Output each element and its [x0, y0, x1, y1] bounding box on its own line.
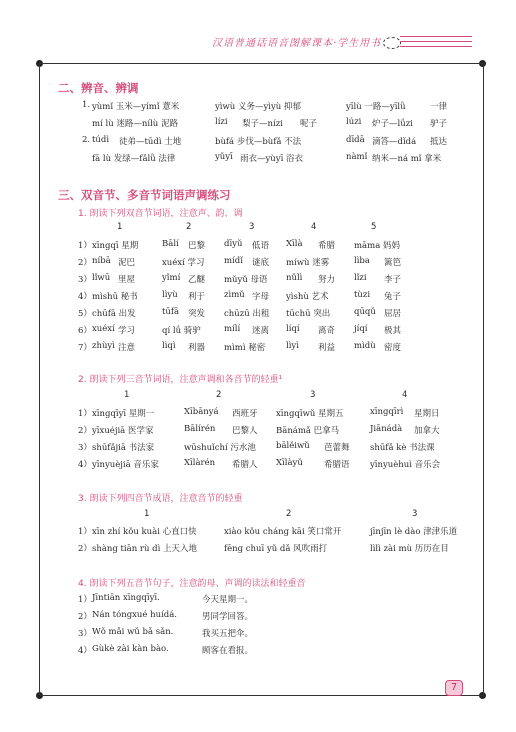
part2-row	[78, 424, 478, 438]
row-label: 4）	[78, 646, 92, 656]
word: 李子	[384, 275, 402, 285]
s2-line-label: 2.	[82, 135, 91, 145]
header-oval-icon	[383, 37, 401, 49]
row-label: 3）	[78, 443, 92, 453]
part1-row	[78, 239, 468, 253]
s2-line-4	[82, 152, 462, 166]
word: Bālí	[162, 239, 179, 249]
s2-item: bùfá 步伐—bùfǎ 不法	[215, 137, 302, 147]
word: 巴黎	[188, 241, 206, 251]
row-label: 2）	[78, 544, 92, 554]
row-label: 2）	[78, 612, 92, 622]
word: níbā	[92, 256, 111, 266]
part1-col-num: 1	[117, 222, 123, 232]
page-number: 7	[445, 680, 463, 696]
part3-title: 3. 朗读下列四音节成语，注意音节的轻重	[78, 494, 243, 504]
word: yīxuéjiā 医学家	[92, 426, 154, 436]
pinyin-sentence: Jīntiān xīngqīyī.	[92, 593, 160, 603]
row-label: 3）	[78, 275, 92, 285]
s2-line-3	[82, 135, 462, 149]
word: 努力	[318, 275, 336, 285]
word: 谜底	[252, 258, 270, 268]
word: lǐzi	[354, 273, 367, 283]
section3-title: 三、双音节、多音节词语声调练习	[58, 188, 231, 202]
word: Xīlàyǔ	[276, 458, 303, 468]
word: mìshū 秘书	[92, 292, 138, 302]
word: 注意	[118, 343, 136, 353]
header-rules	[400, 36, 472, 51]
word: Xībānyá	[184, 407, 219, 417]
sentence: 男同学回答。	[202, 612, 254, 622]
word: mìmì 秘密	[224, 343, 266, 353]
word: zìmǔ	[224, 290, 245, 300]
part1-row	[78, 341, 468, 355]
row-label: 1）	[78, 527, 92, 537]
word: 乙醚	[188, 275, 206, 285]
part2-row	[78, 407, 478, 421]
word: 希腊人	[232, 460, 258, 470]
word: Bānámǎ 巴拿马	[276, 426, 340, 436]
word: 星期日	[414, 409, 440, 419]
part3-col-num: 1	[144, 509, 150, 519]
sentence: 顾客在看报。	[202, 646, 254, 656]
s2-line-label: 1.	[82, 100, 91, 110]
part1-row	[78, 290, 468, 304]
s2-item: 纳米—ná mǐ 拿米	[372, 154, 442, 164]
s2-item: nàmǐ	[346, 152, 368, 162]
idiom: xīn zhí kǒu kuài 心直口快	[92, 527, 197, 537]
s2-item: yǔyī	[215, 152, 233, 162]
word: 里屋	[118, 275, 136, 285]
word: 利益	[318, 343, 336, 353]
word: xīngqīyī 星期一	[92, 409, 155, 419]
part1-row	[78, 273, 468, 287]
idiom: lìlì zài mù 历历在目	[370, 544, 449, 554]
word: mílí	[224, 324, 241, 334]
part4-row	[78, 610, 378, 624]
s2-item: mí lù 迷路—nílù 泥路	[92, 119, 178, 129]
word: lìqì	[162, 341, 176, 351]
word: shūfǎjiā 书法家	[92, 443, 155, 453]
section2-title: 二、辨音、辨调	[58, 81, 139, 95]
s2-item: lúzi	[346, 117, 362, 127]
part4-row	[78, 644, 378, 658]
row-label: 2）	[78, 258, 92, 268]
part1-col-num: 5	[371, 222, 377, 232]
row-label: 2）	[78, 426, 92, 436]
s2-item: 梨子—nízi	[242, 119, 283, 129]
part1-title: 1. 朗读下列双音节词语，注意声、韵、调	[78, 209, 243, 219]
word: 西班牙	[232, 409, 258, 419]
word: tùzi	[354, 290, 371, 300]
pinyin-sentence: Gùkè zài kàn bào.	[92, 644, 169, 654]
part1-row	[78, 324, 468, 338]
pinyin-sentence: Wǒ mǎi wǔ bǎ sǎn.	[92, 627, 174, 637]
word: zhùyì	[92, 341, 115, 351]
idiom: jīnjīn lè dào 津津乐道	[370, 527, 458, 537]
part1-col-num: 2	[186, 222, 192, 232]
s2-item: 雨衣—yùyī 浴衣	[240, 154, 303, 164]
idiom: fēng chuī yǔ dǎ 风吹雨打	[224, 544, 328, 554]
word: Xīlà	[286, 239, 303, 249]
row-label: 1）	[78, 595, 92, 605]
word: 屈居	[384, 309, 402, 319]
s2-item: fā lù 发绿—fǎlǜ 法律	[92, 154, 176, 164]
word: mídǐ	[224, 256, 243, 266]
part1-row	[78, 256, 468, 270]
word: lìyì	[286, 341, 299, 351]
word: 加拿大	[414, 426, 440, 436]
word: 突发	[188, 309, 206, 319]
part4-row	[78, 593, 378, 607]
s2-item: yùmǐ 玉米—yímǐ 薏米	[92, 102, 180, 112]
s2-item: lízi	[215, 117, 228, 127]
word: yǐmí	[162, 273, 181, 283]
frame-bottom-line	[40, 695, 483, 696]
word: qí lǘ 骑驴	[162, 326, 201, 336]
word: nǔlì	[286, 273, 303, 283]
word: 字母	[252, 292, 270, 302]
word: 兔子	[384, 292, 402, 302]
idiom: xiào kǒu cháng kāi 笑口常开	[224, 527, 342, 537]
word: mìdù	[354, 341, 376, 351]
s2-item: 炉子—lǘzi	[372, 119, 413, 129]
word: 巴黎人	[232, 426, 258, 436]
part1-col-num: 4	[311, 222, 317, 232]
row-label: 1）	[78, 241, 92, 251]
word: 希腊语	[324, 460, 350, 470]
row-label: 4）	[78, 460, 92, 470]
part3-row	[78, 542, 478, 556]
word: wūshuǐchí 污水池	[184, 443, 256, 453]
word: jíqí	[354, 324, 368, 334]
word: xīngqīrì	[370, 407, 404, 417]
s2-item: yìwù 义务—yìyù 抑郁	[215, 102, 301, 112]
part2-col-num: 2	[216, 390, 222, 400]
idiom: shàng tiān rù dì 上天入地	[92, 544, 198, 554]
part2-col-num: 4	[402, 390, 408, 400]
word: 利器	[188, 343, 206, 353]
s2-item: 驴子	[430, 119, 448, 129]
word: lìba	[354, 256, 370, 266]
part2-row	[78, 458, 478, 472]
word: bālěiwǔ	[276, 441, 310, 451]
row-label: 7）	[78, 343, 92, 353]
word: 希腊	[318, 241, 336, 251]
part4-row	[78, 627, 378, 641]
word: 极其	[384, 326, 402, 336]
word: Bālírén	[184, 424, 216, 434]
word: 学习	[118, 326, 136, 336]
pinyin-sentence: Nán tóngxué huídá.	[92, 610, 178, 620]
word: chūzū 出租	[224, 309, 270, 319]
sentence: 今天星期一。	[202, 595, 254, 605]
row-label: 1）	[78, 409, 92, 419]
part2-title: 2. 朗读下列三音节词语，注意声调和各音节的轻重¹	[78, 375, 283, 385]
word: 泥巴	[118, 258, 136, 268]
word: mǔyǔ 母语	[224, 275, 268, 285]
word: xīngqī 星期	[92, 241, 139, 251]
word: xuéxí	[92, 324, 115, 334]
part3-col-num: 3	[412, 509, 418, 519]
word: shūfǎ kè 书法课	[370, 443, 435, 453]
word: xuéxí 学习	[162, 258, 205, 268]
word: tūfā	[162, 307, 180, 317]
s2-item: dīdā	[346, 135, 365, 145]
s2-item: túdì	[92, 135, 110, 145]
word: 迷离	[252, 326, 270, 336]
s2-item: 徒弟—tūdì 土地	[119, 137, 182, 147]
part2-col-num: 3	[310, 390, 316, 400]
s2-item: 一律	[430, 102, 448, 112]
part4-title: 4. 朗读下列五音节句子，注意韵母、声调的读法和轻重音	[78, 579, 306, 589]
row-label: 3）	[78, 629, 92, 639]
part3-col-num: 2	[286, 509, 292, 519]
word: 利于	[188, 292, 206, 302]
s2-line-2	[82, 117, 462, 131]
word: tūchū 突出	[286, 309, 331, 319]
word: Xīlàrén	[184, 458, 216, 468]
word: 低语	[252, 241, 270, 251]
word: 芭蕾舞	[324, 443, 350, 453]
word: qūqǔ	[354, 307, 376, 317]
s2-item: 呢子	[300, 119, 318, 129]
word: lǐwū	[92, 273, 111, 283]
word: yīnyuèhuì 音乐会	[370, 460, 441, 470]
s2-item: 抵达	[430, 137, 448, 147]
word: yìshù 艺术	[286, 292, 329, 302]
header-title: 汉语普通话语音图解课本·学生用书	[212, 38, 382, 49]
part1-col-num: 3	[249, 222, 255, 232]
word: 离奇	[318, 326, 336, 336]
word: líqí	[286, 324, 300, 334]
word: 篱笆	[384, 258, 402, 268]
word: 密度	[384, 343, 402, 353]
s2-item: 滴答—dǐdá	[372, 137, 417, 147]
word: chūfā 出发	[92, 309, 136, 319]
word: míwù 迷雾	[286, 258, 330, 268]
word: yīnyuèjiā 音乐家	[92, 460, 159, 470]
word: xīngqīwǔ 星期五	[276, 409, 344, 419]
s2-item: yīlù 一路—yīlǜ	[346, 102, 406, 112]
part3-row	[78, 525, 478, 539]
part2-row	[78, 441, 478, 455]
row-label: 6）	[78, 326, 92, 336]
part2-col-num: 1	[124, 390, 130, 400]
word: māma 妈妈	[354, 241, 400, 251]
word: dīyǔ	[224, 239, 243, 249]
s2-line-1	[82, 100, 462, 114]
row-label: 5）	[78, 309, 92, 319]
row-label: 4）	[78, 292, 92, 302]
word: Jiānádà	[370, 424, 403, 434]
sentence: 我买五把伞。	[202, 629, 254, 639]
word: lìyù	[162, 290, 178, 300]
part1-row	[78, 307, 468, 321]
